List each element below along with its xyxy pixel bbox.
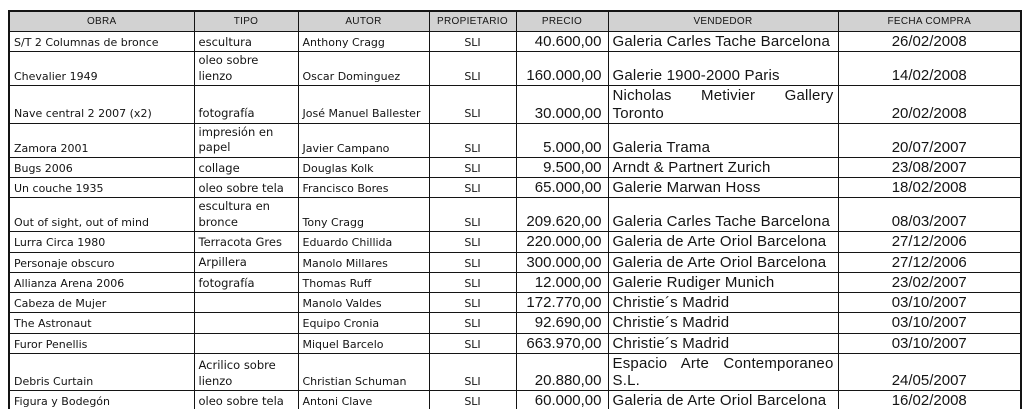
- cell-fecha-compra: 20/02/2008: [838, 86, 1021, 124]
- cell-obra: Chevalier 1949: [9, 52, 194, 86]
- cell-tipo: fotografía: [194, 86, 298, 124]
- cell-fecha-compra: 08/03/2007: [838, 198, 1021, 232]
- cell-vendedor: Galerie Marwan Hoss: [608, 178, 838, 198]
- cell-fecha-compra: 03/10/2007: [838, 293, 1021, 313]
- cell-autor: Equipo Cronia: [298, 313, 429, 333]
- cell-precio: 92.690,00: [516, 313, 608, 333]
- cell-vendedor: Christie´s Madrid: [608, 313, 838, 333]
- table-row: [9, 86, 1021, 124]
- cell-vendedor: Christie´s Madrid: [608, 333, 838, 353]
- cell-precio: 65.000,00: [516, 178, 608, 198]
- cell-obra: Personaje obscuro: [9, 252, 194, 272]
- cell-tipo: Arpillera: [194, 252, 298, 272]
- cell-fecha-compra: 03/10/2007: [838, 313, 1021, 333]
- column-header-vendedor: VENDEDOR: [608, 11, 838, 32]
- cell-propietario: SLI: [429, 333, 516, 353]
- cell-vendedor: Galeria de Arte Oriol Barcelona: [608, 391, 838, 409]
- cell-tipo: oleo sobre lienzo: [194, 52, 298, 86]
- column-header-autor: AUTOR: [298, 11, 429, 32]
- cell-autor: Thomas Ruff: [298, 272, 429, 292]
- cell-precio: 60.000,00: [516, 391, 608, 409]
- cell-vendedor: Galerie Rudiger Munich: [608, 272, 838, 292]
- cell-vendedor: Galeria de Arte Oriol Barcelona: [608, 232, 838, 252]
- cell-propietario: SLI: [429, 178, 516, 198]
- cell-obra: Debris Curtain: [9, 353, 194, 391]
- table-row: [9, 232, 1021, 252]
- cell-precio: 160.000,00: [516, 52, 608, 86]
- cell-propietario: SLI: [429, 86, 516, 124]
- cell-precio: 30.000,00: [516, 86, 608, 124]
- cell-propietario: SLI: [429, 353, 516, 391]
- cell-tipo: impresión en papel: [194, 123, 298, 157]
- cell-obra: Figura y Bodegón: [9, 391, 194, 409]
- cell-tipo: [194, 333, 298, 353]
- cell-autor: Christian Schuman: [298, 353, 429, 391]
- cell-obra: Lurra Circa 1980: [9, 232, 194, 252]
- cell-obra: Un couche 1935: [9, 178, 194, 198]
- cell-obra: Zamora 2001: [9, 123, 194, 157]
- cell-tipo: Acrilico sobre lienzo: [194, 353, 298, 391]
- cell-propietario: SLI: [429, 313, 516, 333]
- cell-precio: 20.880,00: [516, 353, 608, 391]
- cell-vendedor: Galeria Carles Tache Barcelona: [608, 32, 838, 52]
- cell-tipo: fotografía: [194, 272, 298, 292]
- cell-obra: Furor Penellis: [9, 333, 194, 353]
- cell-precio: 12.000,00: [516, 272, 608, 292]
- table-row: [9, 52, 1021, 86]
- cell-precio: 300.000,00: [516, 252, 608, 272]
- cell-fecha-compra: 27/12/2006: [838, 252, 1021, 272]
- cell-propietario: SLI: [429, 232, 516, 252]
- cell-fecha-compra: 14/02/2008: [838, 52, 1021, 86]
- table-row: [9, 391, 1021, 409]
- cell-autor: Tony Cragg: [298, 198, 429, 232]
- cell-fecha-compra: 24/05/2007: [838, 353, 1021, 391]
- cell-obra: The Astronaut: [9, 313, 194, 333]
- table-row: [9, 272, 1021, 292]
- cell-tipo: escultura: [194, 32, 298, 52]
- column-header-obra: OBRA: [9, 11, 194, 32]
- cell-vendedor: Espacio Arte Contemporaneo S.L.: [608, 353, 838, 391]
- table-row: [9, 293, 1021, 313]
- cell-propietario: SLI: [429, 293, 516, 313]
- cell-autor: Miquel Barcelo: [298, 333, 429, 353]
- table-row: [9, 198, 1021, 232]
- table-header: [9, 11, 1021, 32]
- cell-tipo: [194, 313, 298, 333]
- cell-propietario: SLI: [429, 391, 516, 409]
- cell-autor: José Manuel Ballester: [298, 86, 429, 124]
- cell-precio: 40.600,00: [516, 32, 608, 52]
- cell-tipo: oleo sobre tela: [194, 178, 298, 198]
- cell-fecha-compra: 16/02/2008: [838, 391, 1021, 409]
- column-header-fecha-compra: FECHA COMPRA: [838, 11, 1021, 32]
- cell-autor: Antoni Clave: [298, 391, 429, 409]
- cell-fecha-compra: 27/12/2006: [838, 232, 1021, 252]
- cell-vendedor: Nicholas Metivier Gallery Toronto: [608, 86, 838, 124]
- cell-fecha-compra: 18/02/2008: [838, 178, 1021, 198]
- cell-autor: Anthony Cragg: [298, 32, 429, 52]
- column-header-tipo: TIPO: [194, 11, 298, 32]
- table-row: [9, 32, 1021, 52]
- cell-vendedor: Galerie 1900-2000 Paris: [608, 52, 838, 86]
- cell-precio: 209.620,00: [516, 198, 608, 232]
- cell-obra: Out of sight, out of mind: [9, 198, 194, 232]
- cell-autor: Douglas Kolk: [298, 157, 429, 177]
- table-row: [9, 157, 1021, 177]
- table-row: [9, 333, 1021, 353]
- column-header-propietario: PROPIETARIO: [429, 11, 516, 32]
- obras-table: [8, 10, 1022, 409]
- cell-autor: Manolo Millares: [298, 252, 429, 272]
- cell-precio: 220.000,00: [516, 232, 608, 252]
- cell-tipo: oleo sobre tela: [194, 391, 298, 409]
- cell-tipo: Terracota Gres: [194, 232, 298, 252]
- cell-vendedor: Arndt & Partnert Zurich: [608, 157, 838, 177]
- cell-fecha-compra: 20/07/2007: [838, 123, 1021, 157]
- cell-autor: Manolo Valdes: [298, 293, 429, 313]
- table-row: [9, 353, 1021, 391]
- cell-propietario: SLI: [429, 198, 516, 232]
- table-row: [9, 123, 1021, 157]
- cell-propietario: SLI: [429, 157, 516, 177]
- cell-obra: Bugs 2006: [9, 157, 194, 177]
- table-row: [9, 313, 1021, 333]
- cell-propietario: SLI: [429, 252, 516, 272]
- cell-obra: Allianza Arena 2006: [9, 272, 194, 292]
- cell-vendedor: Galeria de Arte Oriol Barcelona: [608, 252, 838, 272]
- cell-fecha-compra: 23/02/2007: [838, 272, 1021, 292]
- cell-fecha-compra: 23/08/2007: [838, 157, 1021, 177]
- cell-autor: Oscar Dominguez: [298, 52, 429, 86]
- cell-fecha-compra: 26/02/2008: [838, 32, 1021, 52]
- cell-tipo: [194, 293, 298, 313]
- cell-obra: Cabeza de Mujer: [9, 293, 194, 313]
- table-row: [9, 178, 1021, 198]
- cell-vendedor: Galeria Carles Tache Barcelona: [608, 198, 838, 232]
- cell-obra: Nave central 2 2007 (x2): [9, 86, 194, 124]
- cell-autor: Eduardo Chillida: [298, 232, 429, 252]
- cell-precio: 9.500,00: [516, 157, 608, 177]
- cell-obra: S/T 2 Columnas de bronce: [9, 32, 194, 52]
- cell-propietario: SLI: [429, 32, 516, 52]
- cell-propietario: SLI: [429, 52, 516, 86]
- cell-precio: 5.000,00: [516, 123, 608, 157]
- cell-propietario: SLI: [429, 272, 516, 292]
- cell-autor: Francisco Bores: [298, 178, 429, 198]
- cell-vendedor: Christie´s Madrid: [608, 293, 838, 313]
- cell-fecha-compra: 03/10/2007: [838, 333, 1021, 353]
- table-row: [9, 252, 1021, 272]
- cell-precio: 663.970,00: [516, 333, 608, 353]
- cell-propietario: SLI: [429, 123, 516, 157]
- cell-precio: 172.770,00: [516, 293, 608, 313]
- cell-tipo: collage: [194, 157, 298, 177]
- cell-tipo: escultura en bronce: [194, 198, 298, 232]
- header-row: [9, 11, 1021, 32]
- column-header-precio: PRECIO: [516, 11, 608, 32]
- cell-autor: Javier Campano: [298, 123, 429, 157]
- table-body: [9, 32, 1021, 409]
- cell-vendedor: Galeria Trama: [608, 123, 838, 157]
